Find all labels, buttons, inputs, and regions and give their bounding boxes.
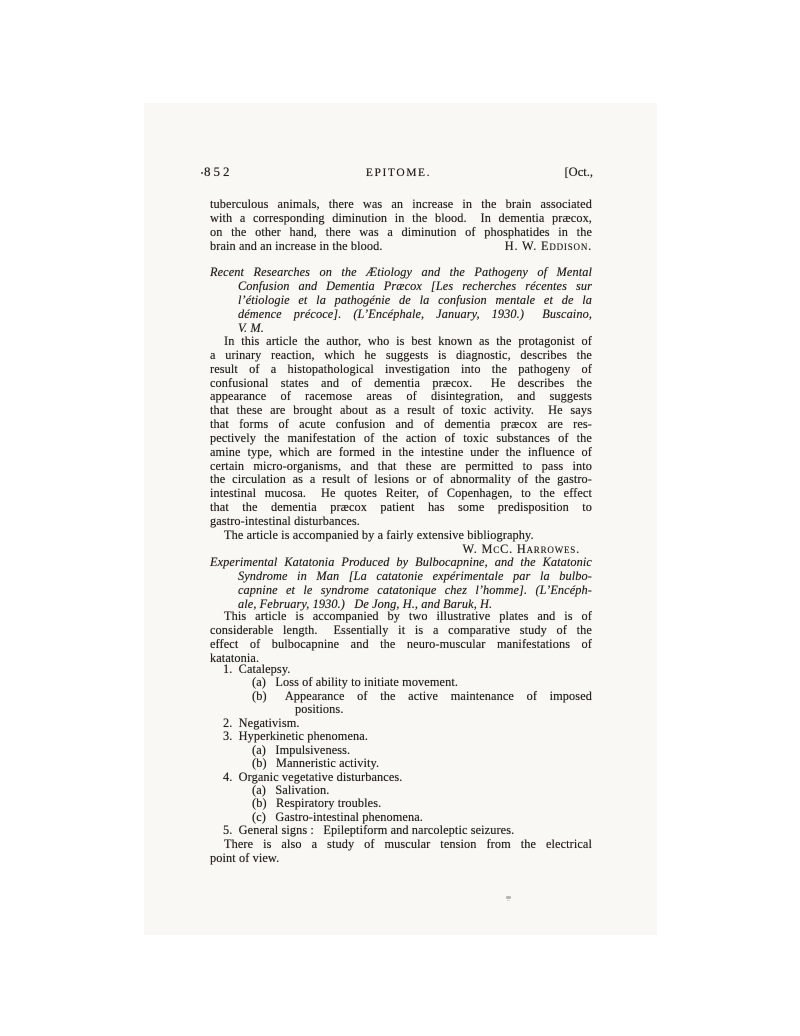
- buscaino-article-heading: [210, 265, 592, 335]
- text-line: capnine et le syndrome catatonique chez l’homme]. (L’Encéph-: [238, 583, 592, 597]
- issue-date: [Oct.,: [564, 165, 593, 179]
- running-title: EPITOME.: [365, 167, 432, 179]
- text-line: l’étiologie et la pathogénie de la confusion mentale et de la: [238, 293, 592, 307]
- text-line: point of view.: [210, 851, 280, 865]
- text-line: positions.: [295, 702, 344, 717]
- text-line: Confusion and Dementia Præcox [Les recherches récentes sur: [238, 279, 592, 293]
- text-line: 1. Catalepsy.: [223, 662, 291, 676]
- text-line: There is also a study of muscular tension from the electrical: [224, 837, 592, 851]
- text-line: tuberculous animals, there was an increase in the brain associated: [210, 197, 592, 211]
- text-line: V. M.: [238, 321, 264, 335]
- text-line: result of a histopathological investigation into the pathogeny of: [210, 361, 592, 376]
- text-line: The article is accompanied by a fairly extensive bibliography.: [224, 527, 534, 542]
- text-line: that these are brought about as a result of toxic activity. He says: [210, 403, 592, 418]
- text-line: that the dementia præcox patient has some predisposition to: [210, 500, 592, 515]
- text-line: (a) Salivation.: [252, 782, 330, 797]
- text-line: (b) Appearance of the active maintenance of imposed: [252, 688, 592, 703]
- text-line: intestinal mucosa. He quotes Reiter, of Copenhagen, to the effect: [210, 486, 592, 501]
- scan-artifact-dot: [201, 172, 203, 174]
- text-line: appearance of racemose areas of disintegration, and suggests: [210, 389, 592, 404]
- text-line: This article is accompanied by two illustrative plates and is of: [224, 609, 592, 623]
- eddison-last-line-text: brain and an increase in the blood.: [210, 239, 383, 253]
- text-line: certain micro-organisms, and that these are permitted to pass into: [210, 458, 592, 473]
- dejong-baruk-closing-paragraph: [210, 837, 592, 865]
- text-line: 4. Organic vegetative disturbances.: [223, 769, 403, 784]
- eddison-abstract-paragraph: [210, 197, 592, 239]
- text-line: confusional states and of dementia præcox. He describes the: [210, 375, 592, 390]
- text-line: pectively the manifestation of the action of toxic substances of the: [210, 430, 592, 445]
- dejong-baruk-abstract-body: [210, 609, 592, 665]
- katatonia-symptom-list: [210, 663, 592, 838]
- text-line: that forms of acute confusion and of dementia præcox are res-: [210, 417, 592, 432]
- text-line: Experimental Katatonia Produced by Bulbocapnine, and the Katatonic: [210, 555, 592, 569]
- text-line: (a) Impulsiveness.: [252, 742, 351, 757]
- text-line: (b) Respiratory troubles.: [252, 796, 382, 811]
- text-line: the circulation as a result of lesions or of abnormality of the gastro-: [210, 472, 592, 487]
- dejong-baruk-article-heading: [210, 555, 592, 611]
- text-line: considerable length. Essentially it is a comparative study of the: [210, 623, 592, 637]
- page-number: 852: [204, 164, 233, 179]
- text-line: katatonia.: [210, 651, 260, 665]
- text-line: In this article the author, who is best known as the protagonist of: [224, 334, 592, 348]
- text-line: 5. General signs : Epileptiform and narcoleptic seizures.: [223, 823, 515, 838]
- eddison-signature: H. W. Eddison.: [504, 239, 592, 253]
- text-line: Syndrome in Man [La catatonie expérimentale par la bulbo-: [238, 569, 592, 583]
- eddison-last-line: [210, 239, 592, 253]
- text-line: on the other hand, there was a diminution of phosphatides in the: [210, 225, 592, 239]
- text-line: démence précoce]. (L’Encéphale, January, 1930.) Buscaino,: [238, 307, 592, 321]
- text-line: (b) Manneristic activity.: [252, 756, 380, 771]
- text-line: effect of bulbocapnine and the neuro-muscular manifestations of: [210, 637, 592, 651]
- text-line: gastro-intestinal disturbances.: [210, 513, 360, 528]
- text-line: Recent Researches on the Ætiology and the Pathogeny of Mental: [210, 265, 592, 279]
- scan-speck: [506, 896, 511, 899]
- text-line: ale, February, 1930.) De Jong, H., and Baruk, H.: [238, 597, 493, 611]
- text-line: 3. Hyperkinetic phenomena.: [223, 729, 368, 744]
- text-line: (a) Loss of ability to initiate movement.: [252, 675, 459, 690]
- buscaino-abstract-body: [210, 335, 592, 557]
- scanned-page: [144, 103, 657, 935]
- text-line: (c) Gastro-intestinal phenomena.: [252, 809, 423, 824]
- page-header: [204, 164, 593, 180]
- text-line: with a corresponding diminution in the blood. In dementia præcox,: [210, 211, 592, 225]
- text-line: a urinary reaction, which he suggests is diagnostic, describes the: [210, 347, 592, 362]
- text-line: W. McC. Harrowes.: [462, 541, 580, 556]
- text-line: amine type, which are formed in the intestine under the influence of: [210, 444, 592, 459]
- text-line: 2. Negativism.: [223, 715, 300, 730]
